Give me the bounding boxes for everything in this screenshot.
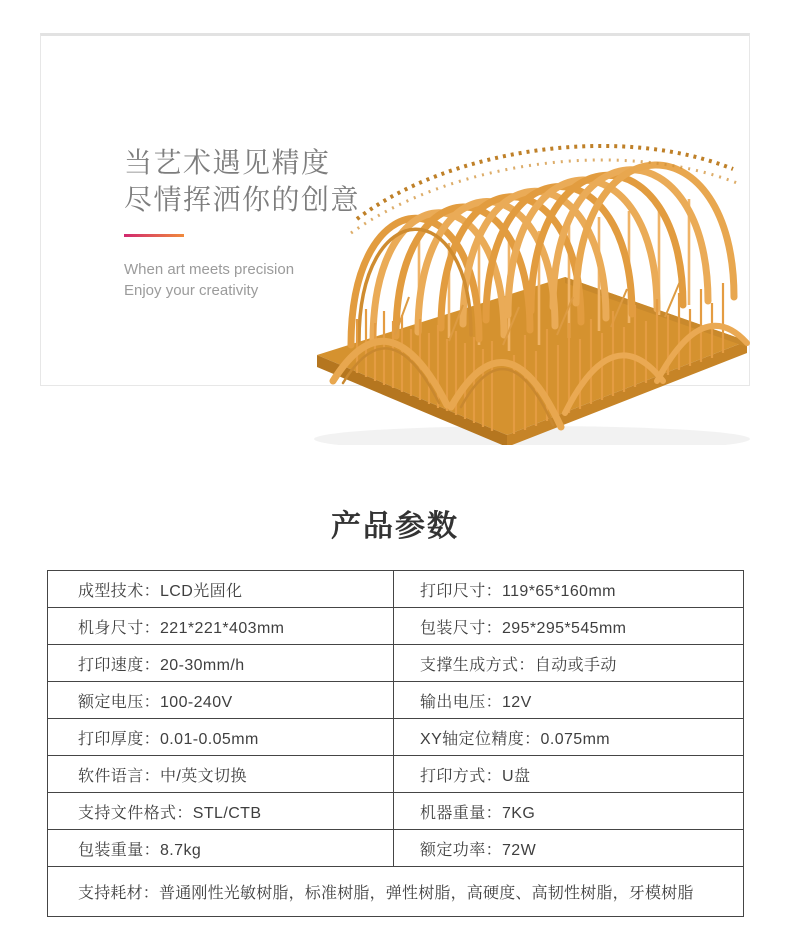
- table-row: [48, 571, 744, 608]
- hero-copy: [124, 144, 360, 301]
- table-row: [48, 608, 744, 645]
- hero-card: [40, 33, 750, 386]
- cell-machine-weight: 机器重量：7KG: [394, 793, 744, 830]
- cell-xy-precision: XY轴定位精度：0.075mm: [394, 719, 744, 756]
- cell-rated-voltage: 额定电压：100-240V: [48, 682, 394, 719]
- cell-support-generation: 支撑生成方式：自动或手动: [394, 645, 744, 682]
- hero-tagline-line2: Enjoy your creativity: [124, 282, 259, 299]
- section-title: 产品参数: [331, 510, 459, 543]
- hero-headline: [124, 144, 360, 218]
- cell-software-language: 软件语言：中/英文切换: [48, 756, 394, 793]
- hero-tagline-en: [124, 259, 360, 301]
- cell-layer-thickness: 打印厚度：0.01-0.05mm: [48, 719, 394, 756]
- table-row: [48, 830, 744, 867]
- table-row: [48, 682, 744, 719]
- cell-forming-technology: 成型技术：LCD光固化: [48, 571, 394, 608]
- cell-package-weight: 包装重量：8.7kg: [48, 830, 394, 867]
- printed-model-image: [299, 83, 761, 445]
- table-footer-row: [48, 867, 744, 917]
- table-row: [48, 719, 744, 756]
- cell-print-speed: 打印速度：20-30mm/h: [48, 645, 394, 682]
- cell-print-size: 打印尺寸：119*65*160mm: [394, 571, 744, 608]
- spec-table: [47, 570, 744, 917]
- accent-gradient-divider: [124, 234, 184, 237]
- hero-headline-line2: 尽情挥洒你的创意: [124, 184, 361, 215]
- table-row: [48, 793, 744, 830]
- cell-rated-power: 额定功率：72W: [394, 830, 744, 867]
- table-row: [48, 756, 744, 793]
- hero-tagline-line1: When art meets precision: [124, 261, 295, 278]
- cell-file-format: 支持文件格式：STL/CTB: [48, 793, 394, 830]
- cell-machine-size: 机身尺寸：221*221*403mm: [48, 608, 394, 645]
- cell-print-method: 打印方式：U盘: [394, 756, 744, 793]
- table-row: [48, 645, 744, 682]
- hero-headline-line1: 当艺术遇见精度: [124, 147, 331, 178]
- cell-supported-materials: 支持耗材：普通刚性光敏树脂，标准树脂，弹性树脂，高硬度、高韧性树脂，牙模树脂: [48, 867, 744, 917]
- cell-package-size: 包装尺寸：295*295*545mm: [394, 608, 744, 645]
- cell-output-voltage: 输出电压：12V: [394, 682, 744, 719]
